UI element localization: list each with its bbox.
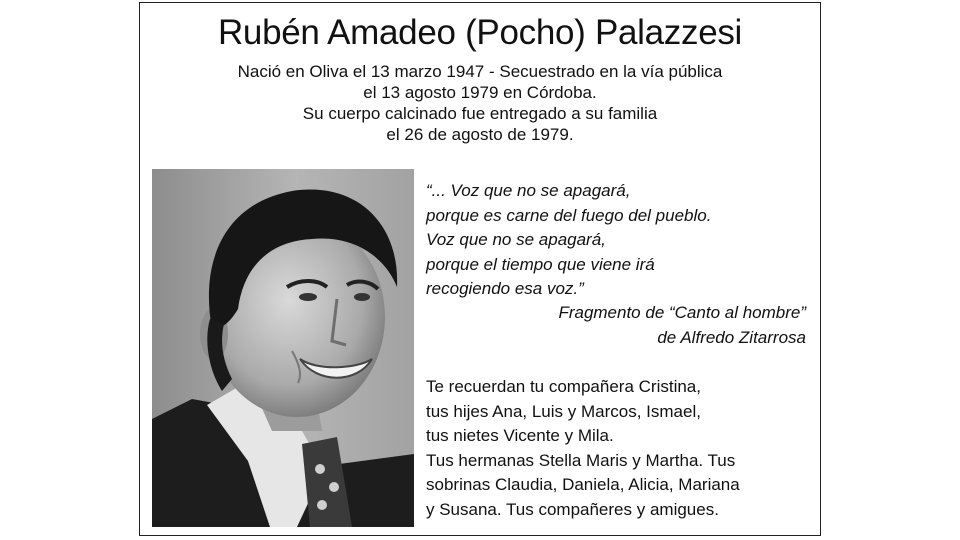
remembrance-line: Tus hermanas Stella Maris y Martha. Tus: [426, 450, 736, 470]
remembrance-line: tus hijes Ana, Luis y Marcos, Ismael,: [426, 401, 701, 421]
remains-returned-date-line: el 26 de agosto de 1979.: [386, 125, 574, 144]
quote-line: porque el tiempo que viene irá: [426, 254, 655, 274]
remembrance-message: [426, 375, 810, 522]
remembrance-line: y Susana. Tus compañeres y amigues.: [426, 499, 719, 519]
remains-returned-line: Su cuerpo calcinado fue entregado a su familia: [302, 104, 658, 123]
biographical-details: [140, 61, 820, 145]
abduction-date-line: el 13 agosto 1979 en Córdoba.: [363, 83, 597, 102]
quote-line: “... Voz que no se apagará,: [426, 181, 631, 200]
quote-line: Voz que no se apagará,: [426, 230, 606, 249]
quote-line: porque es carne del fuego del pueblo.: [426, 205, 712, 225]
quote-line: recogiendo esa voz.”: [426, 279, 584, 298]
quote-attribution: [446, 301, 806, 350]
remembrance-line: Te recuerdan tu compañera Cristina,: [426, 377, 701, 396]
remembrance-line: sobrinas Claudia, Daniela, Alicia, Mariana: [426, 475, 740, 494]
remembrance-line: tus nietes Vicente y Mila.: [426, 426, 614, 445]
notice-title: Rubén Amadeo (Pocho) Palazzesi: [217, 13, 743, 52]
attribution-source: Fragmento de “Canto al hombre”: [558, 303, 806, 322]
attribution-author: de Alfredo Zitarrosa: [657, 327, 806, 347]
poem-quote: [426, 179, 810, 302]
portrait-photo: [152, 169, 414, 527]
memorial-notice: [139, 2, 821, 536]
birth-and-abduction-line: Nació en Oliva el 13 marzo 1947 - Secuestrado en la vía pública: [237, 62, 723, 81]
